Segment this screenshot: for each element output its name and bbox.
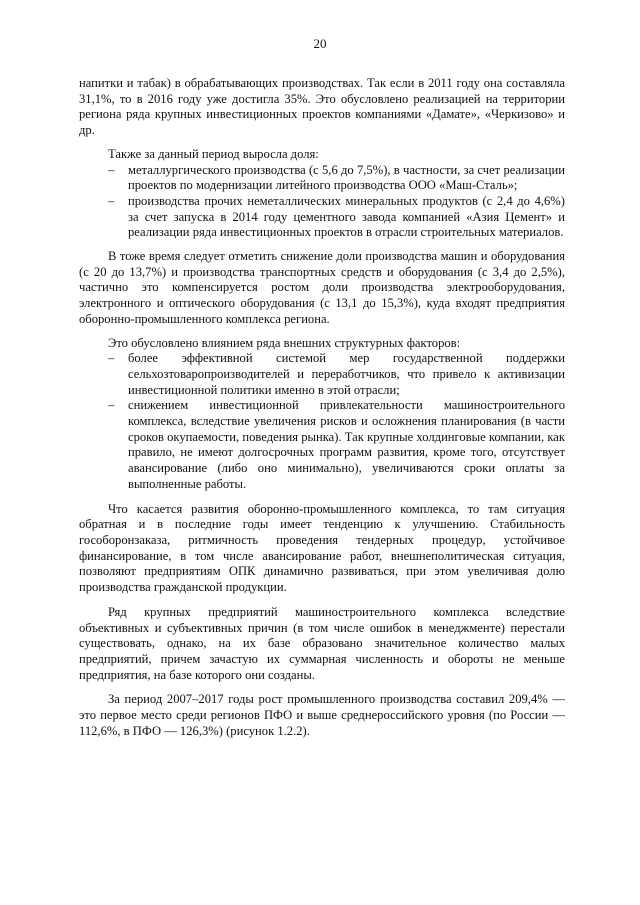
page-number: 20 bbox=[313, 36, 327, 51]
body-text bbox=[79, 76, 565, 739]
dash-marker: – bbox=[108, 351, 115, 366]
list-growth-shares bbox=[79, 163, 565, 242]
paragraph-3: В тоже время следует отметить снижение доли производства машин и оборудования (с 20 до 13,7%) и производства транспортных средств и оборудования (с 3,4 до 2,5%), частично это компенсируется ростом доли производства электрооборудования, электронного и оптического оборудования (с 13,1 до 15,3%), куда входят предприятия оборонно-промышленного комплекса региона. bbox=[79, 249, 565, 326]
list-item-text: снижением инвестиционной привлекательности машиностроительного комплекса, вследствие увеличения рисков и осложнения планирования (в части сроков окупаемости, поведения рынка). Так крупные холдинговые компании, как правило, не имеют долгосрочных программ развития, кроме того, отсутствует авансирование (либо оно минимально), увеличиваются сроки оплаты за выполненные работы. bbox=[128, 398, 565, 491]
list-item-text: металлургического производства (с 5,6 до 7,5%), в частности, за счет реализации проектов по модернизации литейного производства ООО «Маш-Сталь»; bbox=[128, 162, 565, 193]
dash-marker: – bbox=[108, 193, 115, 208]
paragraph-5: Что касается развития оборонно-промышленного комплекса, то там ситуация обратная и в последние годы имеет тенденцию к улучшению. Стабильность гособоронзаказа, ритмичность проведения тендерных процедур, устойчивое финансирование, в том числе авансирование работ, внешнеполитическая ситуация, позволяют предприятиям ОПК динамично развиваться, при этом увеличивая долю производства гражданской продукции. bbox=[79, 501, 565, 595]
list-item bbox=[79, 163, 565, 194]
paragraph-1: напитки и табак) в обрабатывающих производствах. Так если в 2011 году она составляла 31,1%, то в 2016 году уже достигла 35%. Это обусловлено реализацией на территории региона ряда крупных инвестиционных проектов компаниями «Дамате», «Черкизово» и др. bbox=[79, 76, 565, 138]
list-item bbox=[79, 398, 565, 492]
list-item-text: более эффективной системой мер государственной поддержки сельхозтоваропроизводителей и переработчиков, что привело к активизации инвестиционной политики именно в этой отрасли; bbox=[128, 351, 565, 397]
paragraph-6: Ряд крупных предприятий машиностроительного комплекса вследствие объективных и субъективных причин (в том числе ошибок в менеджменте) перестали существовать, однако, на их базе образовано значительное количество малых предприятий, причем зачастую их суммарная численность и обороты не меньше предприятия, на базе которого они созданы. bbox=[79, 604, 565, 682]
list-structural-factors bbox=[79, 351, 565, 492]
list-item-text: производства прочих неметаллических минеральных продуктов (с 2,4 до 4,6%) за счет запуска в 2014 году цементного завода компанией «Азия Цемент» и реализации ряда инвестиционных проектов в отрасли строительных материалов. bbox=[128, 193, 565, 240]
dash-marker: – bbox=[108, 398, 115, 413]
paragraph-7: За период 2007–2017 годы рост промышленного производства составил 209,4% — это первое место среди регионов ПФО и выше среднероссийского уровня (по России — 112,6%, в ПФО — 126,3%) (рисунок 1.2.2). bbox=[79, 692, 565, 738]
list-item bbox=[79, 351, 565, 398]
paragraph-4: Это обусловлено влиянием ряда внешних структурных факторов: bbox=[108, 335, 461, 350]
paragraph-2: Также за данный период выросла доля: bbox=[108, 146, 319, 161]
dash-marker: – bbox=[108, 162, 115, 177]
list-item bbox=[79, 194, 565, 241]
